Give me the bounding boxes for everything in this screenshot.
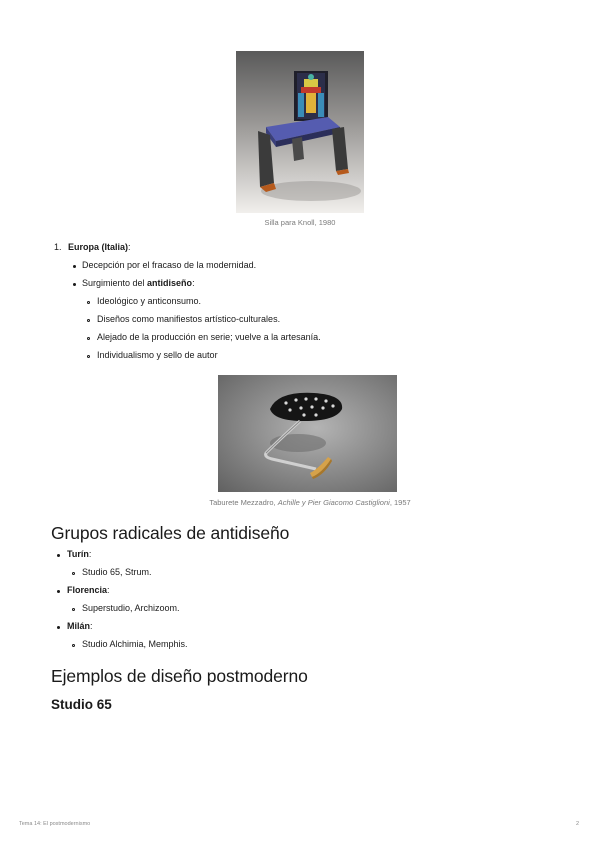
knoll-chair-image bbox=[236, 51, 364, 213]
circle-bullet-icon bbox=[87, 319, 90, 322]
page-number: 2 bbox=[576, 821, 580, 827]
section-heading-grupos: Grupos radicales de antidiseño bbox=[51, 523, 290, 543]
mezzadro-stool-caption bbox=[160, 498, 460, 507]
surgimiento-text: Surgimiento del bbox=[82, 278, 148, 288]
bullet-icon bbox=[57, 590, 60, 593]
sub-item: Individualismo y sello de autor bbox=[97, 350, 218, 360]
circle-bullet-icon bbox=[72, 572, 75, 575]
city-name: Florencia bbox=[67, 585, 108, 595]
group-city-florencia bbox=[67, 585, 110, 595]
subheading-studio-65: Studio 65 bbox=[51, 697, 112, 712]
list-item-europa bbox=[54, 242, 131, 252]
section-heading-ejemplos: Ejemplos de diseño postmoderno bbox=[51, 666, 308, 686]
group-city-turin bbox=[67, 549, 91, 559]
sub-item: Alejado de la producción en serie; vuelve a la artesanía. bbox=[97, 332, 321, 342]
city-suffix: : bbox=[88, 549, 92, 559]
city-suffix: : bbox=[107, 585, 110, 595]
circle-bullet-icon bbox=[87, 355, 90, 358]
city-name: Milán bbox=[67, 621, 91, 631]
surgimiento-suffix: : bbox=[192, 278, 195, 288]
sub-item: Ideológico y anticonsumo. bbox=[97, 296, 202, 306]
bullet-icon bbox=[57, 554, 60, 557]
list-number: 1. bbox=[54, 242, 62, 252]
caption-plain: Taburete Mezzadro, bbox=[209, 498, 278, 507]
bullet-icon bbox=[73, 283, 76, 286]
chair-figure bbox=[236, 51, 364, 213]
caption-authors: Achille y Pier Giacomo Castiglioni bbox=[277, 498, 390, 507]
group-members: Studio Alchimia, Memphis. bbox=[82, 639, 188, 649]
circle-bullet-icon bbox=[72, 608, 75, 611]
circle-bullet-icon bbox=[72, 644, 75, 647]
europa-title: Europa (Italia) bbox=[68, 242, 129, 252]
group-members: Studio 65, Strum. bbox=[82, 567, 152, 577]
group-members: Superstudio, Archizoom. bbox=[82, 603, 180, 613]
list-item-decepcion: Decepción por el fracaso de la modernidad. bbox=[82, 260, 257, 270]
bullet-icon bbox=[73, 265, 76, 268]
group-city-milan bbox=[67, 621, 93, 631]
stool-figure bbox=[218, 375, 397, 492]
list-item-surgimiento bbox=[82, 278, 195, 288]
footer-title: Tema 14: El postmodernismo bbox=[19, 821, 91, 827]
title-suffix: : bbox=[128, 242, 131, 252]
caption-year: , 1957 bbox=[389, 498, 411, 507]
circle-bullet-icon bbox=[87, 301, 90, 304]
sub-item: Diseños como manifiestos artístico-culturales. bbox=[97, 314, 281, 324]
city-name: Turín bbox=[67, 549, 89, 559]
city-suffix: : bbox=[90, 621, 93, 631]
knoll-chair-caption: Silla para Knoll, 1980 bbox=[264, 218, 336, 227]
antidiseno-term: antidiseño bbox=[147, 278, 193, 288]
bullet-icon bbox=[57, 626, 60, 629]
mezzadro-stool-image bbox=[218, 375, 397, 492]
circle-bullet-icon bbox=[87, 337, 90, 340]
